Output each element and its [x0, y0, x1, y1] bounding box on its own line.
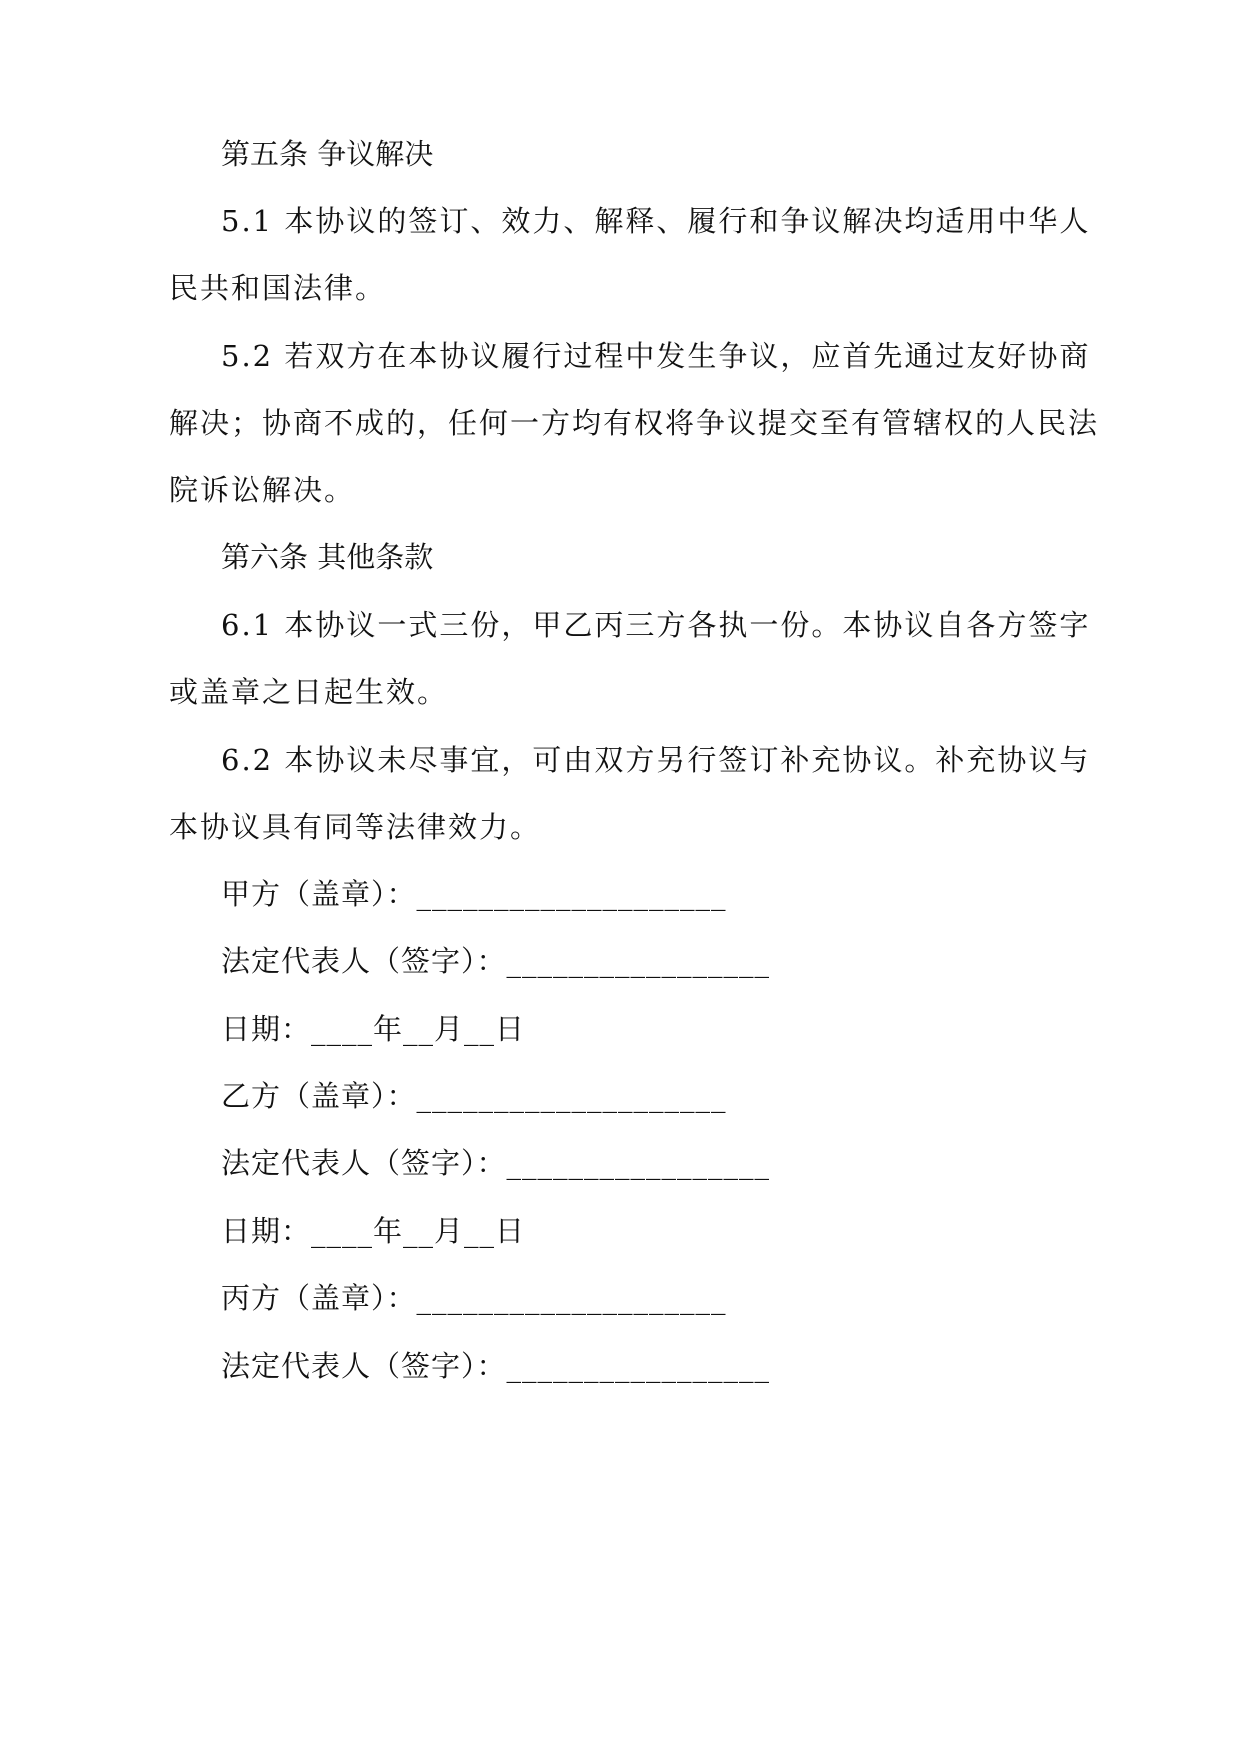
party-a-seal-line: 甲方（盖章）：____________________: [221, 877, 727, 911]
party-b-representative-line: 法定代表人（签字）：_________________: [221, 1146, 771, 1180]
article6-heading: 第六条 其他条款: [221, 540, 434, 574]
clause-5-2-line1: 5.2 若双方在本协议履行过程中发生争议，应首先通过友好协商: [221, 339, 1091, 373]
clause-6-1-line2: 或盖章之日起生效。: [169, 675, 449, 709]
party-b-seal-line: 乙方（盖章）：____________________: [221, 1079, 727, 1113]
party-a-representative-line: 法定代表人（签字）：_________________: [221, 944, 771, 978]
party-c-seal-line: 丙方（盖章）：____________________: [221, 1281, 727, 1315]
party-a-date-line: 日期：____年__月__日: [221, 1012, 526, 1046]
clause-5-1-line1: 5.1 本协议的签订、效力、解释、履行和争议解决均适用中华人: [221, 204, 1091, 238]
clause-5-1-line2: 民共和国法律。: [169, 271, 387, 305]
article5-heading: 第五条 争议解决: [221, 137, 434, 171]
party-c-representative-line: 法定代表人（签字）：_________________: [221, 1349, 771, 1383]
clause-6-1-line1: 6.1 本协议一式三份，甲乙丙三方各执一份。本协议自各方签字: [221, 608, 1091, 642]
clause-6-2-line2: 本协议具有同等法律效力。: [169, 810, 542, 844]
party-b-date-line: 日期：____年__月__日: [221, 1214, 526, 1248]
clause-5-2-line3: 院诉讼解决。: [169, 473, 356, 507]
clause-5-2-line2: 解决；协商不成的，任何一方均有权将争议提交至有管辖权的人民法: [169, 406, 1100, 440]
clause-6-2-line1: 6.2 本协议未尽事宜，可由双方另行签订补充协议。补充协议与: [221, 743, 1091, 777]
